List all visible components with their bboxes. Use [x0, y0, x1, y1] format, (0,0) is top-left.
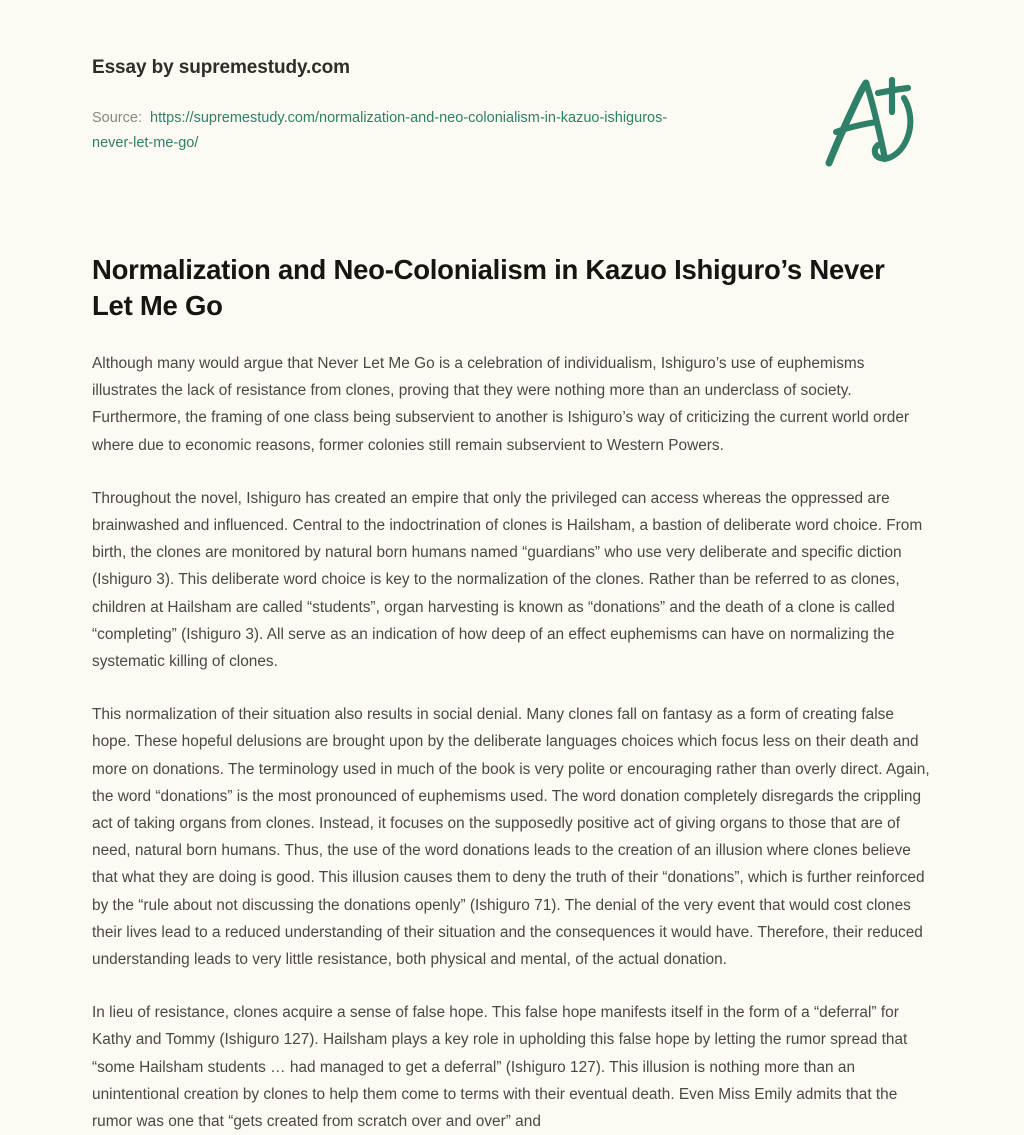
paragraph: In lieu of resistance, clones acquire a sense of false hope. This false hope manifests itself in the form of a “deferral” for Kathy and Tommy (Ishiguro 127). Hailsham plays a key role in upholding this false hope by letting the rumor spread that “some Hailsham students … had managed to get a deferral” (Ishiguro 127). This illusion is nothing more than an unintentional creation by clones to help them come to terms with their eventual death. Even Miss Emily admits that the rumor was one that “gets created from scratch over and over” and: [92, 1004, 908, 1131]
a-plus-logo-icon: [812, 62, 932, 182]
paragraph: This normalization of their situation also results in social denial. Many clones fall on fantasy as a form of creating false hope. These hopeful delusions are brought upon by the deliberate languages choices which focus less on their death and more on donations. The terminology used in much of the book is very polite or encouraging rather than overly direct. Again, the word “donations” is the most pronounced of euphemisms used. The word donation completely disregards the crippling act of taking organs from clones. Instead, it focuses on the supposedly positive act of giving organs to those that are of need, natural born humans. Thus, the use of the word donations leads to the creation of an illusion where clones believe that what they are doing is good. This illusion causes them to deny the truth of their “donations”, which is further reinforced by the “rule about not discussing the donations openly” (Ishiguro 71). The denial of the very event that would cost clones their lives lead to a reduced understanding of their situation and the consequences it would have. Therefore, their reduced understanding leads to very little resistance, both physical and mental, of the actual donation.: [92, 706, 930, 969]
paragraph: Throughout the novel, Ishiguro has created an empire that only the privileged can access whereas the oppressed are brainwashed and influenced. Central to the indoctrination of clones is Hailsham, a bastion of deliberate word choice. From birth, the clones are monitored by natural born humans named “guardians” who use very deliberate and specific diction (Ishiguro 3). This deliberate word choice is key to the normalization of the clones. Rather than be referred to as clones, children at Hailsham are called “students”, organ harvesting is known as “donations” and the death of a clone is called “completing” (Ishiguro 3). All serve as an indication of how deep of an effect euphemisms can have on normalizing the systematic killing of clones.: [92, 489, 923, 671]
source-url-link[interactable]: https://supremestudy.com/normalization-and-neo-colonialism-in-kazuo-ishiguros-never-let-me-go/: [92, 109, 668, 151]
document-header: [92, 56, 792, 156]
page-title: Normalization and Neo-Colonialism in Kazuo Ishiguro’s Never Let Me Go: [92, 254, 885, 321]
byline: Essay by supremestudy.com: [92, 57, 350, 78]
source-line: [92, 106, 707, 156]
essay-body: [92, 350, 930, 1135]
paragraph: Although many would argue that Never Let Me Go is a celebration of individualism, Ishiguro’s use of euphemisms illustrates the lack of resistance from clones, proving that they were nothing more than an underclass of society. Furthermore, the framing of one class being subservient to another is Ishiguro’s way of criticizing the current world order where due to economic reasons, former colonies still remain subservient to Western Powers.: [92, 355, 910, 454]
source-label: Source:: [92, 109, 142, 126]
